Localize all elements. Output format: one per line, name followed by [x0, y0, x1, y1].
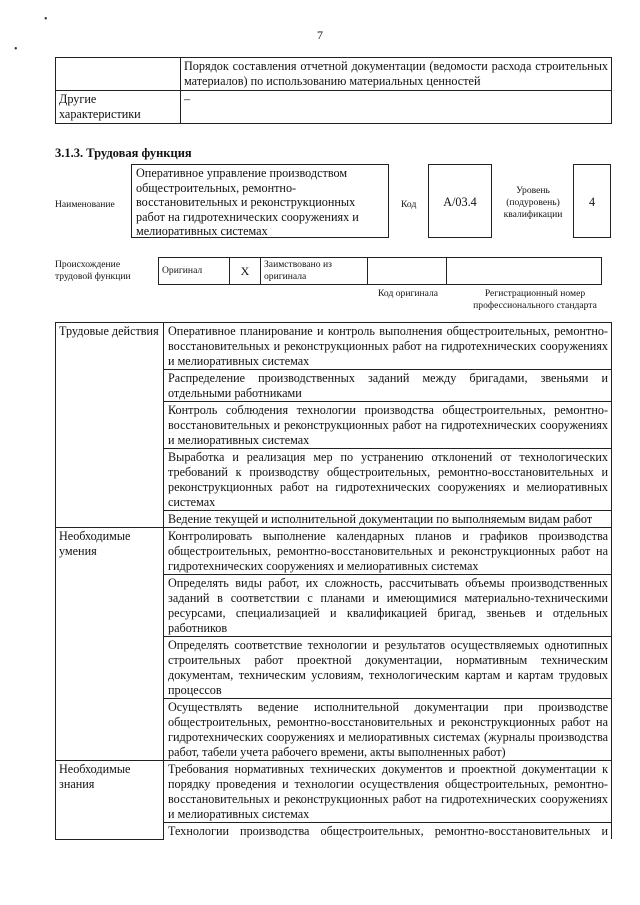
function-table: [55, 322, 612, 840]
table-row: [56, 323, 612, 370]
table-row: [56, 91, 612, 124]
list-item: Ведение текущей и исполнительной документации по выполняемым видам работ: [164, 511, 612, 528]
code-original-cell: [368, 258, 447, 285]
list-item: Осуществлять ведение исполнительной документации при производстве общестроительных, ремонтно-восстановительных и реконструкционных работ на гидротехнических сооружениях и мелиоративных системах (журналы производства работ, табели учета рабочего времени, акты выполненных работ): [164, 699, 612, 761]
table-row: [56, 58, 612, 91]
level-label: Уровень (подуровень) квалификации: [503, 185, 563, 220]
list-item: Определять соответствие технологии и результатов осуществляемых однотипных строительных работ проектной документации, нормативным техническим документам, техническим условиям, технологическим картам и картам трудовых процессов: [164, 637, 612, 699]
code-original-label: Код оригинала: [378, 288, 439, 299]
list-item: Контролировать выполнение календарных планов и графиков производства общестроительных, ремонтно-восстановительных и реконструкционных работ на гидротехнических сооружениях и мелиоративных системах: [164, 528, 612, 575]
name-label: Наименование: [55, 199, 115, 210]
list-item: Технологии производства общестроительных, ремонтно-восстановительных и: [164, 823, 612, 840]
list-item: Контроль соблюдения технологии производства общестроительных, ремонтно-восстановительных и реконструкционных работ на гидротехнических сооружениях и мелиоративных системах: [164, 402, 612, 449]
scan-mark: •: [14, 44, 18, 55]
origin-label: Происхождение трудовой функции: [55, 259, 131, 282]
original-label: Оригинал: [159, 258, 230, 285]
page-number: 7: [317, 28, 323, 42]
borrowed-label: Заимствовано из оригинала: [261, 258, 368, 285]
code-label: Код: [401, 199, 417, 210]
reg-number-cell: [447, 258, 602, 285]
list-item: Выработка и реализация мер по устранению отклонений от технологических требований к производству общестроительных, ремонтно-восстановительных и реконструкционных работ на гидротехнических сооружениях и мелиоративных системах: [164, 449, 612, 511]
original-mark: X: [230, 258, 261, 285]
row-label: Трудовые действия: [56, 323, 164, 528]
scan-mark: •: [44, 14, 48, 25]
table-row: [56, 761, 612, 823]
section-title: 3.1.3. Трудовая функция: [55, 146, 192, 160]
row-label: Другие характеристики: [56, 91, 181, 124]
list-item: Определять виды работ, их сложность, рассчитывать объемы производственных заданий в соответствии с планами и имеющимися материально-техническими ресурсами, специализацией и квалификацией бригад, звеньев и отдельных работников: [164, 575, 612, 637]
function-code: А/03.4: [428, 164, 492, 238]
row-text: –: [181, 91, 612, 124]
row-label: Необходимые умения: [56, 528, 164, 761]
table-row: [159, 258, 602, 285]
level-value: 4: [573, 164, 611, 238]
origin-table: [158, 257, 602, 285]
reg-number-label: Регистрационный номер профессионального стандарта: [473, 288, 597, 311]
table-row: [56, 528, 612, 575]
list-item: Оперативное планирование и контроль выполнения общестроительных, ремонтно-восстановительных и реконструкционных работ на гидротехнических сооружениях и мелиоративных системах: [164, 323, 612, 370]
row-label: [56, 58, 181, 91]
function-name: Оперативное управление производством общестроительных, ремонтно-восстановительных и реконструкционных работ на гидротехнических сооружениях и мелиоративных системах: [131, 164, 389, 238]
top-table: [55, 57, 612, 124]
row-label: Необходимые знания: [56, 761, 164, 840]
row-text: Порядок составления отчетной документации (ведомости расхода строительных материалов) по использованию материальных ценностей: [181, 58, 612, 91]
list-item: Требования нормативных технических документов и проектной документации к порядку проведения и технологии осуществления общестроительных, ремонтно-восстановительных и реконструкционных работ на гидротехнических сооружениях и мелиоративных системах: [164, 761, 612, 823]
list-item: Распределение производственных заданий между бригадами, звеньями и отдельными работниками: [164, 370, 612, 402]
